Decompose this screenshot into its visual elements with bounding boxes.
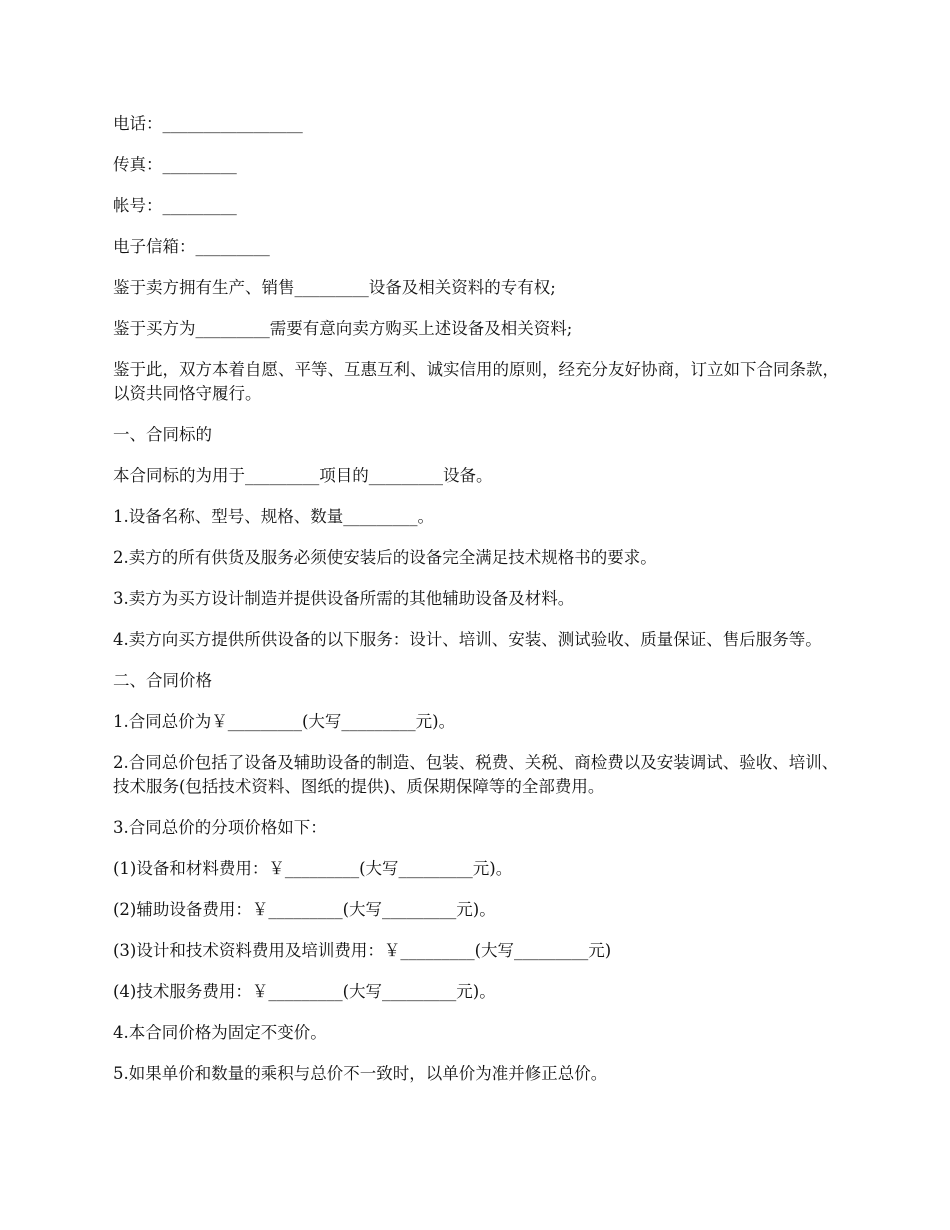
subject-item-3: 3.卖方为买方设计制造并提供设备所需的其他辅助设备及材料。 [113,589,575,608]
phone-field-line: 电话：_________________ [113,114,303,133]
fax-field-line: 传真：_________ [113,155,237,174]
section-heading-price: 二、合同价格 [113,671,212,690]
price-item-5: 5.如果单价和数量的乘积与总价不一致时，以单价为准并修正总价。 [113,1064,608,1083]
recital-agreement: 鉴于此，双方本着自愿、平等、互惠互利、诚实信用的原则，经充分友好协商，订立如下合同条款，以资共同恪守履行。 [113,360,839,403]
price-item-1: 1.合同总价为￥_________(大写_________元)。 [113,712,456,731]
document-body [113,112,843,1103]
price-subitem-1: (1)设备和材料费用：￥_________(大写_________元)。 [113,859,513,878]
subject-item-2: 2.卖方的所有供货及服务必须使安装后的设备完全满足技术规格书的要求。 [113,548,657,567]
email-field-line: 电子信箱：_________ [113,237,270,256]
price-item-4: 4.本合同价格为固定不变价。 [113,1023,327,1042]
recital-seller: 鉴于卖方拥有生产、销售_________设备及相关资料的专有权; [113,278,556,297]
price-subitem-3: (3)设计和技术资料费用及培训费用：￥_________(大写_________元) [113,941,612,960]
subject-item-4: 4.卖方向买方提供所供设备的以下服务：设计、培训、安装、测试验收、质量保证、售后服务等。 [113,630,822,649]
price-item-2: 2.合同总价包括了设备及辅助设备的制造、包装、税费、关税、商检费以及安装调试、验收、培训、技术服务(包括技术资料、图纸的提供)、质保期保障等的全部费用。 [113,753,839,796]
price-item-3: 3.合同总价的分项价格如下： [113,818,327,837]
subject-item-1: 1.设备名称、型号、规格、数量_________。 [113,507,434,526]
section-heading-subject: 一、合同标的 [113,425,212,444]
price-subitem-4: (4)技术服务费用：￥_________(大写_________元)。 [113,982,496,1001]
recital-buyer: 鉴于买方为_________需要有意向卖方购买上述设备及相关资料; [113,319,573,338]
subject-intro: 本合同标的为用于_________项目的_________设备。 [113,466,493,485]
price-subitem-2: (2)辅助设备费用：￥_________(大写_________元)。 [113,900,496,919]
account-field-line: 帐号：_________ [113,196,237,215]
